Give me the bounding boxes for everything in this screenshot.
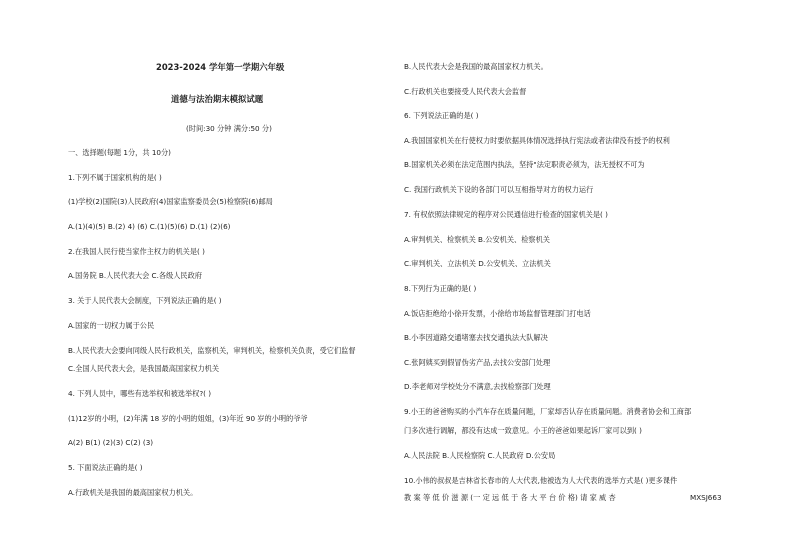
question-1-items: (1)学校(2)国院(3)人民政府(4)国家监察委员会(5)检察院(6)邮局 xyxy=(68,197,273,206)
exam-meta: (时间:30 分钟 满分:50 分) xyxy=(186,124,272,133)
question-3-option-b: B.人民代表大会要向同级人民行政机关，监察机关，审判机关，检察机关负责，受它们监督 xyxy=(68,346,356,355)
exam-title-subject: 道德与法治期末模拟试题 xyxy=(171,94,264,104)
question-5-option-b: B.人民代表大会是我国的最高国家权力机关。 xyxy=(404,62,548,71)
question-8-option-c: C.张阿姨买到假冒伪劣产品,去找公安部门处理 xyxy=(404,358,551,367)
question-6-option-b: B.国家机关必须在法定范围内执法，坚持"法定职责必须为，法无授权不可为 xyxy=(404,160,645,169)
question-9-options: A.人民法院 B.人民检察院 C.人民政府 D.公安局 xyxy=(404,451,556,460)
question-2-options: A.国务院 B.人民代表大会 C.各级人民政府 xyxy=(68,271,202,280)
question-9: 9.小王的爸爸购买的小汽车存在质量问题，厂家却否认存在质量问题。消费者协会和工商部 xyxy=(404,407,692,416)
question-8: 8.下列行为正确的是( ) xyxy=(404,284,477,293)
question-3: 3. 关于人民代表大会制度，下列说法正确的是( ) xyxy=(68,296,222,305)
exam-title-year: 2023-2024 学年第一学期六年级 xyxy=(156,62,285,72)
question-3-option-a: A.国家的一切权力属于公民 xyxy=(68,321,155,330)
question-7: 7. 有权依照法律规定的程序对公民通信进行检查的国家机关是( ) xyxy=(404,210,608,219)
question-2: 2.在我国人民行使当家作主权力的机关是( ) xyxy=(68,247,205,256)
question-9-continued: 门多次进行调解，都没有达成一致意见。小王的爸爸如果起诉厂家可以到( ) xyxy=(404,426,642,435)
question-1-options: A.(1)(4)(5) B.(2) 4) (6) C.(1)(5)(6) D.(1) (2)(6) xyxy=(68,222,231,231)
question-8-option-d: D.李老师对学校处分不满意,去找检察部门处理 xyxy=(404,382,551,391)
question-8-option-a: A.饭店拒绝给小徐开发票，小徐给市场监督管理部门打电话 xyxy=(404,309,591,318)
question-10: 10.小伟的叔叔是吉林省长春市的人大代表,他被选为人大代表的选举方式是( )更多课件 xyxy=(404,476,678,485)
question-5: 5. 下面说法正确的是( ) xyxy=(68,463,143,472)
question-4: 4. 下列人员中，哪些有选举权和被选举权?( ) xyxy=(68,389,212,398)
question-6: 6. 下列说法正确的是( ) xyxy=(404,111,479,120)
question-1: 1.下列不属于国家机构的是( ) xyxy=(68,173,162,182)
question-8-option-b: B.小李因道路交通堵塞去找交通执法大队解决 xyxy=(404,333,548,342)
question-6-option-a: A.我国国家机关在行使权力时要依据具体情况选择执行宪法或者法律没有授予的权利 xyxy=(404,136,670,145)
question-5-option-c: C.行政机关也要接受人民代表大会监督 xyxy=(404,87,527,96)
question-4-options: A(2) B(1) (2)(3) C(2) (3) xyxy=(68,438,154,447)
question-4-items: (1)12岁的小明，(2)年满 18 岁的小明的姐姐，(3)年近 90 岁的小明的爷爷 xyxy=(68,414,308,423)
question-6-option-c: C. 我国行政机关下设的各部门可以互相指导对方的权力运行 xyxy=(404,185,594,194)
footer-note: 教 案 等 低 价 滋 源 (一 定 远 低 于 各 大 平 台 价 格) 请 家 威 杏 xyxy=(404,493,616,502)
question-5-option-a: A.行政机关是我国的最高国家权力机关。 xyxy=(68,488,198,497)
footer-code: MXSJ663 xyxy=(690,493,722,502)
question-7-options-cd: C.审判机关、立法机关 D.公安机关、立法机关 xyxy=(404,259,551,268)
question-3-option-c: C.全国人民代表大会，是我国最高国家权力机关 xyxy=(68,364,220,373)
question-7-options-ab: A.审判机关、检察机关 B.公安机关、检察机关 xyxy=(404,235,550,244)
section-heading: 一、选择题(每题 1分，共 10分) xyxy=(68,148,171,157)
